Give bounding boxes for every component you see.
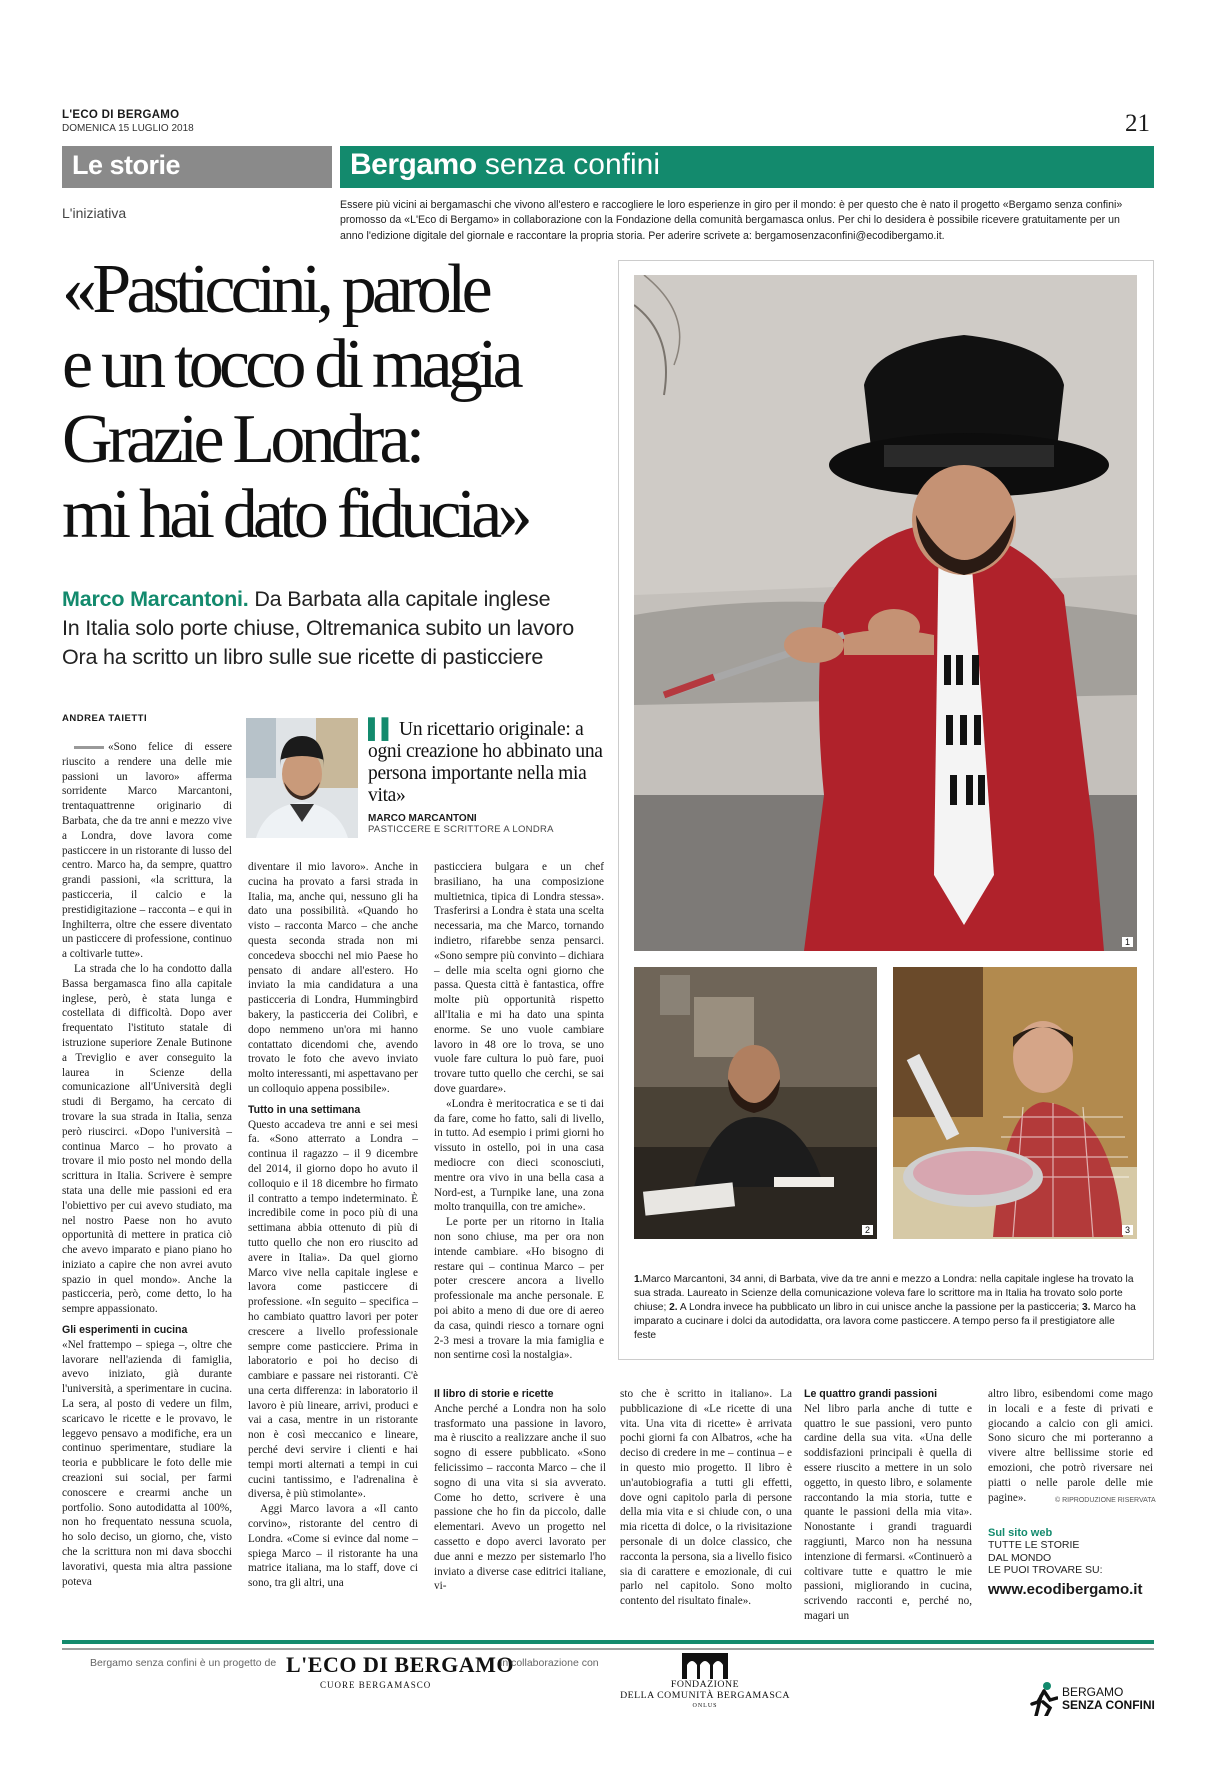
eco-di-bergamo-tagline: CUORE BERGAMASCO bbox=[320, 1680, 432, 1690]
paragraph: sto che è scritto in italiano». La pubblicazione di «Le ricette di una vita. Una vita di ricette» è arrivata pochi giorni fa con Albatros, «che ha deciso di credere in me – continua – e in questo mio progetto. Il libro è un'autobiografia a tutti gli effetti, dove ogni capitolo parla di persone della mia vita e si chiude con, o una mia ricetta di dolce, o la rivisitazione personale di un dolce classico, che racconta la persona, sia a livello fisico sia di carattere e emozionale, di cui parlo nel capitolo. Sono molto contento del risultato finale». bbox=[620, 1388, 792, 1608]
fondazione-line: FONDAZIONE bbox=[670, 1679, 740, 1690]
caption-text: A Londra invece ha pubblicato un libro in cui unisce anche la passione per la pasticceria; bbox=[679, 1302, 1080, 1313]
caption-number: 2. bbox=[669, 1302, 678, 1313]
paragraph: «Nel frattempo – spiega –, oltre che lavorare nell'azienda di famiglia, avevo iniziato, già durante l'università, a sperimentare in cucina. La sera, al posto di vedere un film, scaricavo le ricette e le provavo, le leggevo pensavo a modifiche, era un continuo sperimentare, studiare la teoria e pubblicare le foto delle mie creazioni sui social, per farmi conoscere e crearmi anche un portfolio. Sono autodidatta al 100%, non ho frequentato nessuna scuola, ho solo deciso, un giorno, che, visto che la scrittura non mi dava sbocchi lavorativi, questa mia altra passione poteva bbox=[62, 1338, 232, 1588]
caption-number: 1. bbox=[634, 1274, 643, 1285]
photo-author-cooking bbox=[893, 967, 1137, 1239]
kicker: L'iniziativa bbox=[62, 205, 127, 221]
article-column-5 bbox=[804, 1387, 972, 1624]
subhead-line: Da Barbata alla capitale inglese bbox=[254, 587, 551, 611]
subhead-line: In Italia solo porte chiuse, Oltremanica subito un lavoro bbox=[62, 616, 575, 640]
page-number: 21 bbox=[1125, 110, 1150, 137]
paragraph: Anche perché a Londra non ha solo trasformato una passione in lavoro, ma è riuscito a realizzare anche il suo sogno di essere pubblicato. «Sono felicissimo – racconta Marco – che il sogno di una vita si sia avverato. Come ho detto, scrivere è una passione che ho fin da piccolo, dalle elementari. Avevo un progetto nel cassetto e dopo averci lavorato per due anni e mezzo per sistemarlo l'ho inviato a diverse case editrici italiane, vi- bbox=[434, 1402, 606, 1593]
subheading: Le quattro grandi passioni bbox=[804, 1388, 938, 1400]
subhead-name: Marco Marcantoni. bbox=[62, 587, 249, 611]
website-box-title: Sul sito web bbox=[988, 1527, 1053, 1539]
article-column-2 bbox=[248, 860, 418, 1591]
paragraph: Le porte per un ritorno in Italia non sono chiuse, ma per ora non intende cambiare. «Ho bisogno di restare qui – continua Marco – per poter crescere ancora a livello professionale ma anche personale. E poi abito a meno di due ore di aereo da casa, quindi riesco a tornare ogni 2-3 mesi a trovare la mia famiglia e non sentirne così la nostalgia». bbox=[434, 1216, 604, 1362]
subheading: Gli esperimenti in cucina bbox=[62, 1324, 188, 1337]
footer-collaboration-text: in collaborazione con bbox=[500, 1657, 599, 1669]
section-label-light: senza confini bbox=[484, 148, 660, 181]
eco-di-bergamo-logo: L'ECO DI BERGAMO bbox=[286, 1652, 515, 1677]
article-column-6 bbox=[988, 1387, 1153, 1505]
article-column-3 bbox=[434, 860, 604, 1363]
footer-rule bbox=[62, 1640, 1154, 1644]
paragraph: Questo accadeva tre anni e sei mesi fa. «Sono atterrato a Londra – continua il ragazzo – il 9 dicembre del 2014, il giorno dopo ho avuto il colloquio e il 18 dicembre ho firmato il contratto a tempo indeterminato. È incredibile come in poco più di una settimana abbia ottenuto di più di tutto quello che non ero riuscito ad avere in Italia». Da quel giorno Marco vive nella capitale inglese e lavora come pasticcere di professione. «In seguito – specifica – ho cambiato quattro lavori per poter crescere a livello professionale sempre come pasticciere. Prima in laboratorio e poi ho deciso di cambiare e passare nei ristoranti. C'è una certa differenza: in laboratorio il lavoro è più lineare, arrivi, produci e vai a casa, mentre in un ristorante non è così meccanico e lineare, perché devi servire i clienti e hai tempi morti alternati a tempi in cui cucini tantissimo, e l'adrenalina è diversa, è più stimolante». bbox=[248, 1118, 418, 1501]
quote-author: MARCO MARCANTONI bbox=[368, 813, 477, 824]
subhead-line: Ora ha scritto un libro sulle sue ricette di pasticciere bbox=[62, 645, 544, 669]
pull-quote bbox=[368, 718, 618, 835]
paragraph: Nel libro parla anche di tutte e quattro le sue passioni, vero punto cardine della sua vita. «Una delle soddisfazioni principali è quella di essere riuscito a mettere in un solo oggetto, in questo libro, e solamente raccontando la mia storia, tutte e quante le passioni della mia vita». Nonostante i grandi traguardi raggiunti, Marco non ha nessuna intenzione di fermarsi. «Continuerò a coltivare tutte e quattro le mie passioni, migliorando in cucina, scrivendo racconti e, perché no, magari un bbox=[804, 1402, 972, 1622]
bergamo-senza-confini-logo bbox=[1030, 1682, 1155, 1716]
running-figure-icon bbox=[1030, 1682, 1058, 1716]
footer-project-text: Bergamo senza confini è un progetto de bbox=[90, 1657, 277, 1669]
author-portrait-photo bbox=[246, 718, 358, 838]
main-photo-magician bbox=[634, 275, 1137, 951]
quote-mark-icon: ▌▌ bbox=[368, 718, 396, 740]
website-box-line: DAL MONDO bbox=[988, 1551, 1052, 1564]
headline-line: mi hai dato fiducia» bbox=[62, 476, 528, 553]
photo-number: 2 bbox=[862, 1225, 873, 1235]
fondazione-onlus: ONLUS bbox=[692, 1703, 718, 1709]
headline-line: «Pasticcini, parole bbox=[62, 251, 488, 328]
caption-text: Marco Marcantoni, 34 anni, di Barbata, vive da tre anni e mezzo a Londra: nella capitale inglese ha trovato la sua strada. Laureato in Scienze della comunicazione voleva fare lo scrittore ma in Italia ha trovato solo porte chiuse; bbox=[634, 1274, 1134, 1313]
subheading: Il libro di storie e ricette bbox=[434, 1388, 554, 1400]
photo-caption bbox=[634, 1273, 1137, 1343]
photo-number: 3 bbox=[1122, 1225, 1133, 1235]
masthead-paper-name: L'ECO DI BERGAMO bbox=[62, 109, 180, 121]
subheading: Tutto in una settimana bbox=[248, 1103, 361, 1116]
quote-text: Un ricettario originale: a ogni creazione ho abbinato una persona importante nella mia vita» bbox=[368, 719, 603, 806]
byline: ANDREA TAIETTI bbox=[62, 713, 148, 724]
paragraph: «Londra è meritocratica e se ti dai da fare, come ho fatto, sali di livello, in tutto. Ad esempio i primi giorni ho vissuto in ostello, poi in una casa mediocre con dieci sconosciuti, mentre ora vivo in una bella casa a Nord-est, a Turnpike lane, una zona molto tranquilla, con tre amiche». bbox=[434, 1097, 604, 1214]
headline-line: e un tocco di magia bbox=[62, 326, 519, 403]
paragraph: Aggi Marco lavora a «Il canto corvino», ristorante del centro di Londra. «Come si evince dal nome – spiega Marco – il ristorante ha una matrice italiana, ma lo staff, dove ci sono, tra gli altri, una bbox=[248, 1503, 418, 1590]
paragraph: pasticciera bulgara e un chef brasiliano, ha una composizione multietnica, tipica di Londra stessa». Trasferirsi a Londra è stata una scelta necessaria, ma che Marco, tornando indietro, rifarebbe senza pensarci. «Sono sempre più convinto – dichiara – delle mia scelta ogni giorno che passa. Questa città è fantastica, offre molte più opportunità rispetto all'Italia e mi ha dato una spinta enorme. Se uno vuole cambiare lavoro in 48 ore lo trova, se uno vuole fare cultura lo può fare, puoi trovare tutto quello che cerchi, se sai dove guardare». bbox=[434, 861, 604, 1095]
lead-rule bbox=[74, 746, 104, 749]
article-column-4 bbox=[620, 1387, 792, 1609]
bsc-line: SENZA CONFINI bbox=[1062, 1698, 1155, 1712]
photo-author-signing-book bbox=[634, 967, 877, 1239]
article-column-1 bbox=[62, 740, 232, 1589]
headline bbox=[62, 252, 622, 552]
website-link[interactable]: www.ecodibergamo.it bbox=[988, 1580, 1143, 1598]
quote-author-role: PASTICCERE E SCRITTORE A LONDRA bbox=[368, 824, 554, 835]
website-box bbox=[988, 1527, 1158, 1598]
caption-text: Marco ha imparato a cucinare i dolci da autodidatta, ora lavora come pasticcere. A tempo perso fa il prestigiatore alle feste bbox=[634, 1302, 1136, 1341]
fondazione-logo bbox=[620, 1653, 790, 1712]
section-label-bergamo-senza-confini bbox=[340, 146, 1154, 188]
headline-line: Grazie Londra: bbox=[62, 401, 421, 478]
fondazione-line: DELLA COMUNITÀ BERGAMASCA bbox=[620, 1690, 790, 1701]
website-box-line: TUTTE LE STORIE bbox=[988, 1539, 1080, 1551]
fondazione-arches-icon bbox=[682, 1653, 728, 1679]
section-bar bbox=[62, 146, 1154, 188]
paragraph: La strada che lo ha condotto dalla Bassa bergamasca fino alla capitale inglese, però, è stata lunga e costellata di difficoltà. Dopo aver frequentato l'istituto statale di istruzione superiore Zenale Butinone a Treviglio e aver conseguito la laurea in Scienze della comunicazione all'Università degli studi di Bergamo, ha cercato di trovare la sua strada in Italia, senza però riuscirci. «Dopo l'università – continua Marco – ho provato a trovare il mio posto nel mondo della scrittura in Italia. Scrivere è sempre stata una delle mie passioni ed era l'obiettivo per cui avevo studiato, ma nel nostro Paese non ho avuto opportunità di mettere in pratica ciò che avevo imparato e piano piano ho iniziato a capire che non avrei avuto spazio in quel mondo». Anche la pasticceria, però, come detto, lo ha sempre appassionato. bbox=[62, 962, 232, 1316]
footer-rule bbox=[62, 1648, 1154, 1650]
section-label-le-storie: Le storie bbox=[62, 146, 332, 188]
article-column-3-bottom bbox=[434, 1387, 606, 1594]
paragraph: «Sono felice di essere riuscito a rendere una delle mie passioni un lavoro» afferma sorridente Marco Marcantoni, trentaquattrenne originario di Barbata, che da tre anni e mezzo vive a Londra, dove lavora come pasticcere in un ristorante di lusso del centro. Marco ha, da sempre, quattro grandi passioni, «la scrittura, la pasticceria, il calcio e la prestidigitazione – racconta – e qui in Inghilterra, oltre che essere diventato un pasticcere di professione, continuo a coltivarle tutte». bbox=[62, 741, 232, 961]
caption-number: 3. bbox=[1082, 1302, 1091, 1313]
paragraph: diventare il mio lavoro». Anche in cucina ha provato a farsi strada in Italia, ma, anche qui, nessuno gli ha dato una possibilità. «Quando ho visto – racconta Marco – che anche questa seconda strada non mi concedeva sbocchi nel mio Paese ho pensato di andare all'estero. Ho inviato la mia candidatura a una pasticceria di Londra, Hummingbird bakery, la pasticceria dei Colibrì, e dopo nemmeno un'ora mi hanno contattato dicendomi che, avendo trovato le foto che avevo inviato molto interessanti, mi aspettavano per un colloquio appena possibile». bbox=[248, 861, 418, 1095]
paragraph: altro libro, esibendomi come mago in locali e a feste di privati e giocando a calcio con gli amici. Sono sicuro che mi porteranno a vivere altre bellissime storie ed emozioni, che potrò riversare nei piatti o nelle parole delle mie pagine». bbox=[988, 1388, 1153, 1504]
project-intro: Essere più vicini ai bergamaschi che vivono all'estero e raccogliere le loro esperienze in giro per il mondo: è per questo che è nato il progetto «Bergamo senza confini» promosso da «L'Eco di Bergamo» in collaborazione con la Fondazione della comunità bergamasca onlus. Per chi lo desidera è possibile ricevere gratuitamente per un anno l'edizione digitale del giornale e raccontare la propria storia. Per aderire scrivete a: bergamosenzaconfini@ecodibergamo.it. bbox=[340, 199, 1123, 242]
bsc-line: BERGAMO bbox=[1062, 1685, 1124, 1699]
website-box-line: LE PUOI TROVARE SU: bbox=[988, 1564, 1103, 1576]
copyright-notice: © RIPRODUZIONE RISERVATA bbox=[1055, 1497, 1156, 1504]
section-label-bold: Bergamo bbox=[350, 148, 477, 181]
subheadline bbox=[62, 585, 622, 672]
masthead-date: DOMENICA 15 LUGLIO 2018 bbox=[62, 123, 194, 134]
photo-number: 1 bbox=[1122, 937, 1133, 947]
